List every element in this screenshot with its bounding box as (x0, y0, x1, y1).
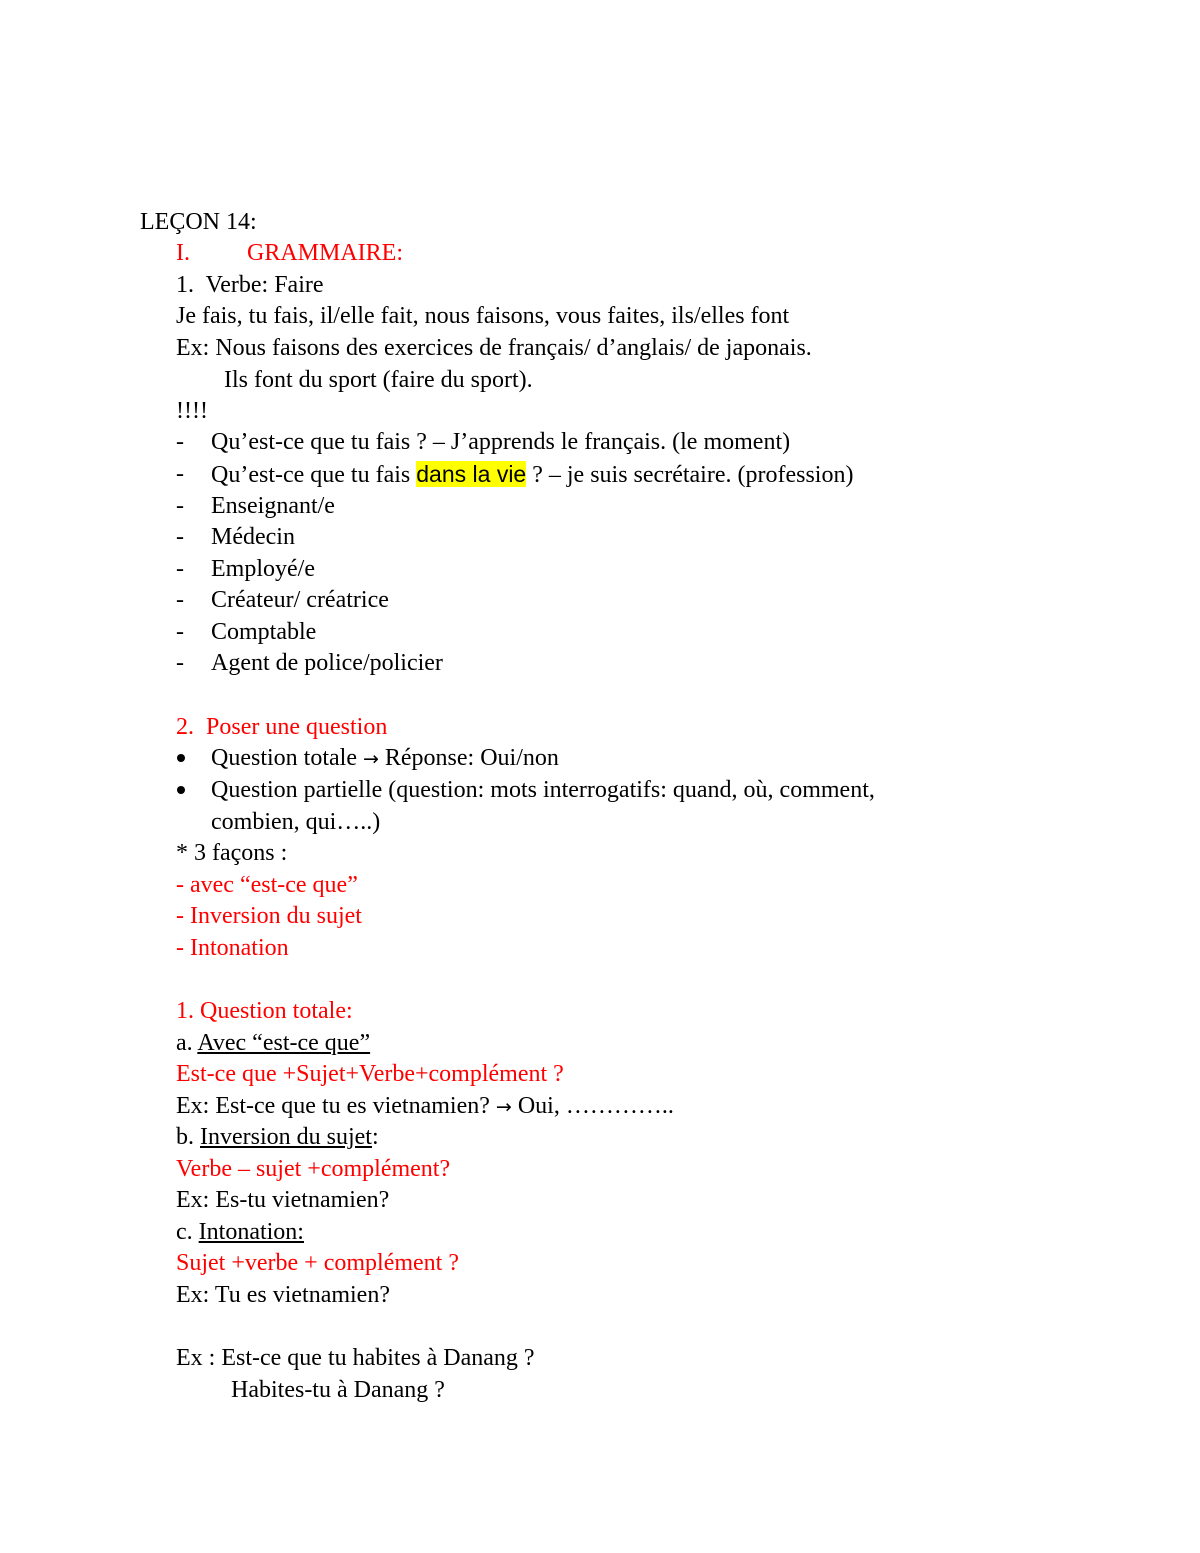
question-type-label: Question totale (211, 745, 363, 771)
dialogue-text: ? – je suis secrétaire. (profession) (526, 462, 854, 488)
dialogue-item (211, 459, 853, 489)
method-c-example: Ex: Tu es vietnamien? (176, 1282, 390, 1308)
method-label: Avec “est-ce que” (197, 1030, 371, 1056)
method-label: Inversion du sujet (200, 1124, 372, 1150)
method-a-formula: Est-ce que +Sujet+Verbe+complément ? (176, 1061, 564, 1087)
totale-heading: 1. Question totale: (176, 998, 353, 1024)
method-b-formula: Verbe – sujet +complément? (176, 1156, 451, 1182)
bullet-icon (177, 786, 185, 794)
bullet-icon (177, 754, 185, 762)
highlighted-phrase: dans la vie (416, 461, 527, 487)
profession-item: Comptable (211, 619, 317, 645)
example-answer: Oui, ………….. (511, 1093, 674, 1119)
method-a-example (176, 1091, 674, 1121)
method-prefix: c. (176, 1219, 199, 1245)
profession-item: Enseignant/e (211, 493, 335, 519)
arrow-right-icon: → (495, 1096, 512, 1118)
list-dash: - (176, 587, 184, 613)
profession-item: Créateur/ créatrice (211, 587, 389, 613)
section-title: GRAMMAIRE: (247, 240, 404, 266)
way-item: - Intonation (176, 935, 289, 961)
method-b (176, 1122, 379, 1152)
list-dash: - (176, 556, 184, 582)
method-c-formula: Sujet +verbe + complément ? (176, 1250, 459, 1276)
section-number: I. (176, 240, 190, 266)
question-heading: 2. Poser une question (176, 714, 388, 740)
question-type-item-continued: combien, qui…..) (211, 809, 381, 835)
method-suffix: : (371, 1124, 379, 1150)
ways-heading: * 3 façons : (176, 840, 288, 866)
attention-marker: !!!! (176, 398, 208, 424)
list-dash: - (176, 524, 184, 550)
list-dash: - (176, 429, 184, 455)
lesson-title: LEÇON 14: (140, 209, 257, 235)
method-prefix: a. (176, 1030, 198, 1056)
profession-item: Médecin (211, 524, 295, 550)
verb-example: Ex: Nous faisons des exercices de français/ d’anglais/ de japonais. (176, 335, 812, 361)
final-example: Ex : Est-ce que tu habites à Danang ? (176, 1345, 535, 1371)
profession-item: Employé/e (211, 556, 315, 582)
list-dash: - (176, 493, 184, 519)
list-dash: - (176, 461, 184, 487)
way-item: - Inversion du sujet (176, 903, 362, 929)
question-type-item: Question partielle (question: mots interrogatifs: quand, où, comment, (211, 777, 875, 803)
verb-conjugation: Je fais, tu fais, il/elle fait, nous faisons, vous faites, ils/elles font (176, 303, 790, 329)
profession-item: Agent de police/policier (211, 650, 443, 676)
method-c (176, 1217, 304, 1247)
verb-heading: 1. Verbe: Faire (176, 272, 324, 298)
final-example-continued: Habites-tu à Danang ? (231, 1377, 445, 1403)
method-prefix: b. (176, 1124, 200, 1150)
method-a (176, 1028, 370, 1058)
question-type-item (211, 743, 559, 773)
arrow-right-icon: → (362, 748, 379, 770)
way-item: - avec “est-ce que” (176, 872, 358, 898)
verb-example-continued: Ils font du sport (faire du sport). (224, 367, 533, 393)
question-type-answer: Réponse: Oui/non (378, 745, 559, 771)
list-dash: - (176, 650, 184, 676)
dialogue-item: Qu’est-ce que tu fais ? – J’apprends le français. (le moment) (211, 429, 791, 455)
method-label: Intonation: (198, 1219, 304, 1245)
list-dash: - (176, 619, 184, 645)
example-text: Ex: Est-ce que tu es vietnamien? (176, 1093, 496, 1119)
dialogue-text: Qu’est-ce que tu fais (211, 462, 417, 488)
method-b-example: Ex: Es-tu vietnamien? (176, 1187, 390, 1213)
